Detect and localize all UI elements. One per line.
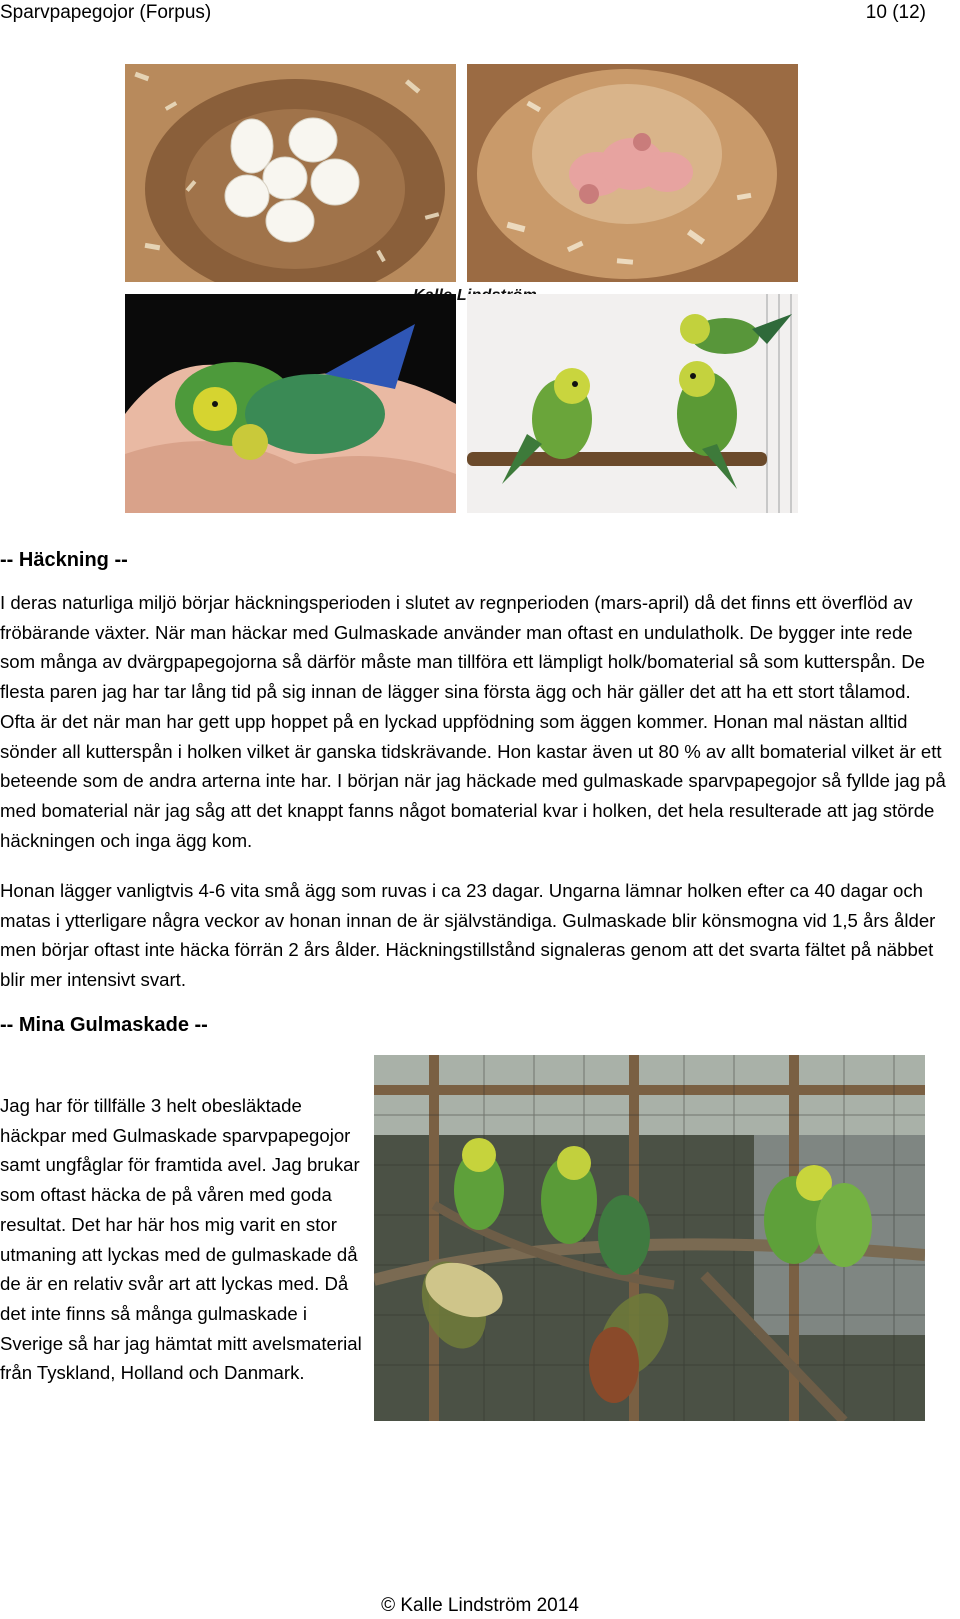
mine-paragraph: Jag har för tillfälle 3 helt obesläktade häckpar med Gulmaskade sparvpapegojor samt ungfåglar för framtida avel. Jag brukar som oftast häcka de på våren med goda resultat. Det har här hos mig varit en stor utmaning att lyckas med de gulmaskade då de är en relativ svår art att lyckas med. Då det inte finns så många gulmaskade i Sverige så har jag hämtat mitt avelsmaterial från Tyskland, Holland och Danmark. — [0, 1095, 362, 1384]
photo-fledglings-in-hands — [125, 294, 456, 513]
page-number: 10 (12) — [865, 2, 926, 23]
photo-newborn-chicks — [467, 64, 798, 282]
breeding-paragraph-1: I deras naturliga miljö börjar häckningsperioden i slutet av regnperioden (mars-april) då det finns ett överflöd av fröbärande växter. När man häckar med Gulmaskade använder man oftast en undulatholk. De bygger inte rede som många av dvärgpapegojorna så därför måste man tillföra ett lämpligt holk/bomaterial så som kutterspån. De flesta paren jag har tar lång tid på sig innan de lägger sina första ägg och här gäller det att ha ett stort tålamod. Ofta är det när man har gett upp hoppet på en lyckad uppfödning som äggen kommer. Honan mal nästan alltid sönder all kutterspån i holken vilket är ganska tidskrävande. Hon kastar även ut 80 % av allt bomaterial vilket är ett beteende som de andra arterna inte har. I början när jag häckade med gulmaskade sparvpapegojor så fyllde jag på med bomaterial när jag såg att det knappt fanns något bomaterial kvar i holken, det hela resulterade att jag störde häckningen och inga ägg kom. — [0, 592, 946, 851]
photo-eggs-in-nest — [125, 64, 456, 282]
section-title-mine: -- Mina Gulmaskade -- — [0, 1014, 208, 1036]
photo-adults-on-perch — [467, 294, 798, 513]
section-title-breeding: -- Häckning -- — [0, 549, 128, 571]
footer-copyright: © Kalle Lindström 2014 — [381, 1595, 579, 1616]
breeding-paragraph-2: Honan lägger vanligtvis 4-6 vita små ägg som ruvas i ca 23 dagar. Ungarna lämnar holken efter ca 40 dagar och matas i ytterligare några veckor av honan innan de är självständiga. Gulmaskade blir könsmogna vid 1,5 års ålder men börjar oftast inte häcka förrän 2 års ålder. Häckningstillstånd signaleras genom att det svarta fältet på näbbet blir mer intensivt svart. — [0, 880, 936, 991]
photo-aviary-birds — [374, 1055, 925, 1421]
header-title: Sparvpapegojor (Forpus) — [0, 2, 212, 23]
